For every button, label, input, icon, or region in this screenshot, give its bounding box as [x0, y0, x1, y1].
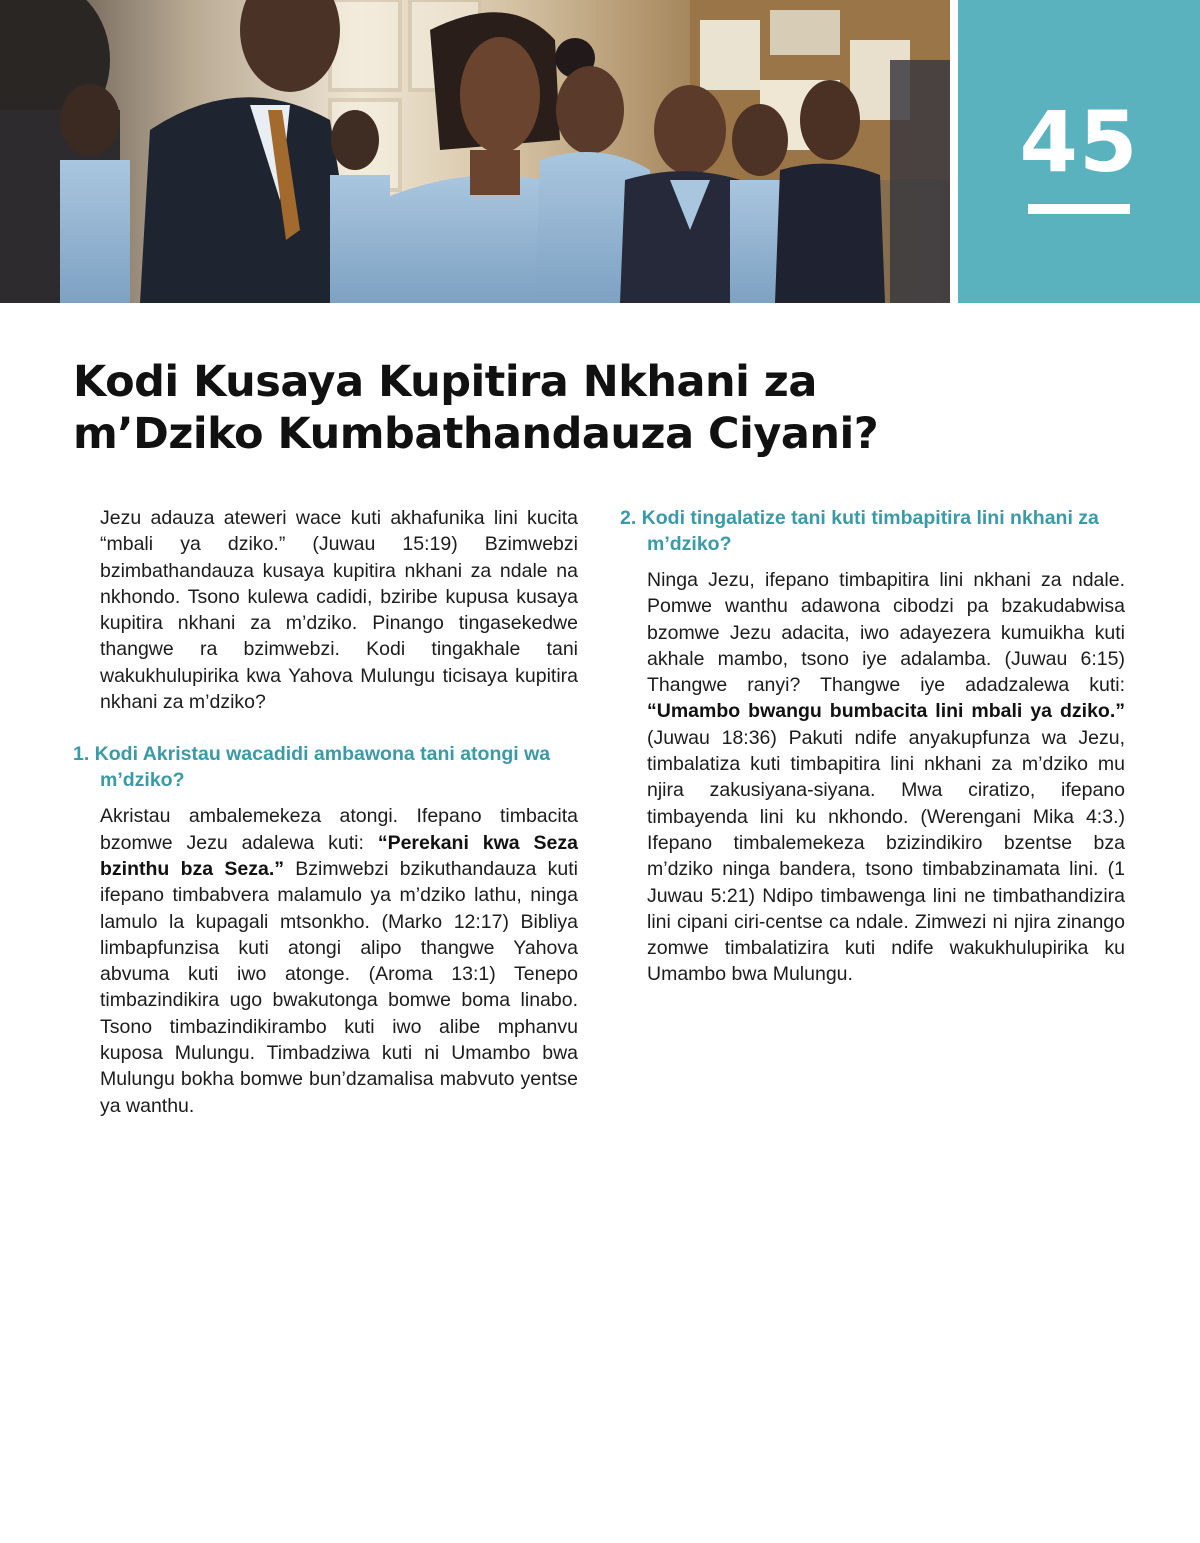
section-2-question: 2. Kodi tingalatize tani kuti timbapitira lini nkhani za m’dziko? — [620, 507, 1099, 555]
page-title — [73, 356, 1133, 460]
section-1-text-after: Bzimwebzi bzikuthandauza kuti ifepano timbabvera malamulo ya m’dziko lathu, ninga lamulo la kupagali mtsonkho. (Marko 12:17) Bibliya limbapfunzisa kuti atongi alipo thangwe Yahova abvuma kuti iwo atonge. (Aroma 13:1) Tenepo timbazindikira ugo bwakutonga bomwe boma linabo. Tsono timbazindikirambo kuti iwo alibe mphanvu kuposa Mulungu. Timbadziwa kuti ni Umambo bwa Mulungu bokha bomwe bun’dzamalisa mabvuto yentse ya wanthu. — [100, 857, 579, 1117]
page-title-line-1: Kodi Kusaya Kupitira Nkhani za — [73, 357, 817, 407]
left-column — [73, 505, 578, 1119]
lesson-number: 45 — [1019, 93, 1139, 191]
section-1-paragraph — [73, 803, 578, 1119]
section-2-text-after: (Juwau 18:36) Pakuti ndife anyakupfunza wa Jezu, timbalatiza kuti timbapitira lini nkhani za m’dziko mu njira zakusiyana-siyana. Mwa ciratizo, ifepano timbayenda lini ku nkhondo. (Werengani Mika 4:3.) Ifepano timbalemekeza bzizindikiro bzentse bza m’dziko ninga bandera, tsono timbabzinamata lini. (1 Juwau 5:21) Ndipo timbawenga lini ne timbathandizira lini cipani ciri-centse ca ndale. Zimwezi ni njira zinango zomwe timbalatizira kuti ndife wakukhulupirika ku Umambo bwa Mulungu. — [647, 726, 1125, 986]
intro-paragraph: Jezu adauza ateweri wace kuti akhafunika lini kucita “mbali ya dziko.” (Juwau 15:19) Bzimwebzi bzimbathandauza kusaya kupitira nkhani za ndale na nkhondo. Tsono kulewa cadidi, bziribe kupusa kusaya kupitira nkhani za m’dziko. Pinango tingasekedwe thangwe ra bzimwebzi. Kodi tingakhale tani wakukhulupirika kwa Yahova Mulungu ticisaya kupitira nkhani za m’dziko? — [100, 507, 578, 714]
page-title-line-2: m’Dziko Kumbathandauza Ciyani? — [73, 409, 879, 459]
section-1-question: 1. Kodi Akristau wacadidi ambawona tani atongi wa m’dziko? — [73, 743, 551, 792]
right-column — [620, 505, 1125, 988]
lesson-number-underline — [1028, 204, 1130, 214]
hero-illustration — [0, 0, 950, 303]
section-1-text-bold: “Perekani kwa Seza bzinthu bza Seza.” — [100, 831, 578, 880]
hero-photo — [0, 0, 950, 303]
section-2-text-bold: “Umambo bwangu bumbacita lini mbali ya dziko.” — [647, 700, 1125, 723]
section-2-paragraph — [620, 567, 1125, 988]
lesson-number-block — [958, 0, 1200, 303]
section-2-text-before: Ninga Jezu, ifepano timbapitira lini nkhani za ndale. Pomwe wanthu adawona cibodzi pa bzakudabwisa bzomwe Jezu adacita, iwo adayezera kumuikha kuti akhale mambo, tsono iye adalamba. (Juwau 6:15) Thangwe ranyi? Thangwe iye adadzalewa kuti: — [647, 569, 1125, 697]
section-1-text-before: Akristau ambalemekeza atongi. Ifepano timbacita bzomwe Jezu adalewa kuti: — [100, 805, 578, 854]
